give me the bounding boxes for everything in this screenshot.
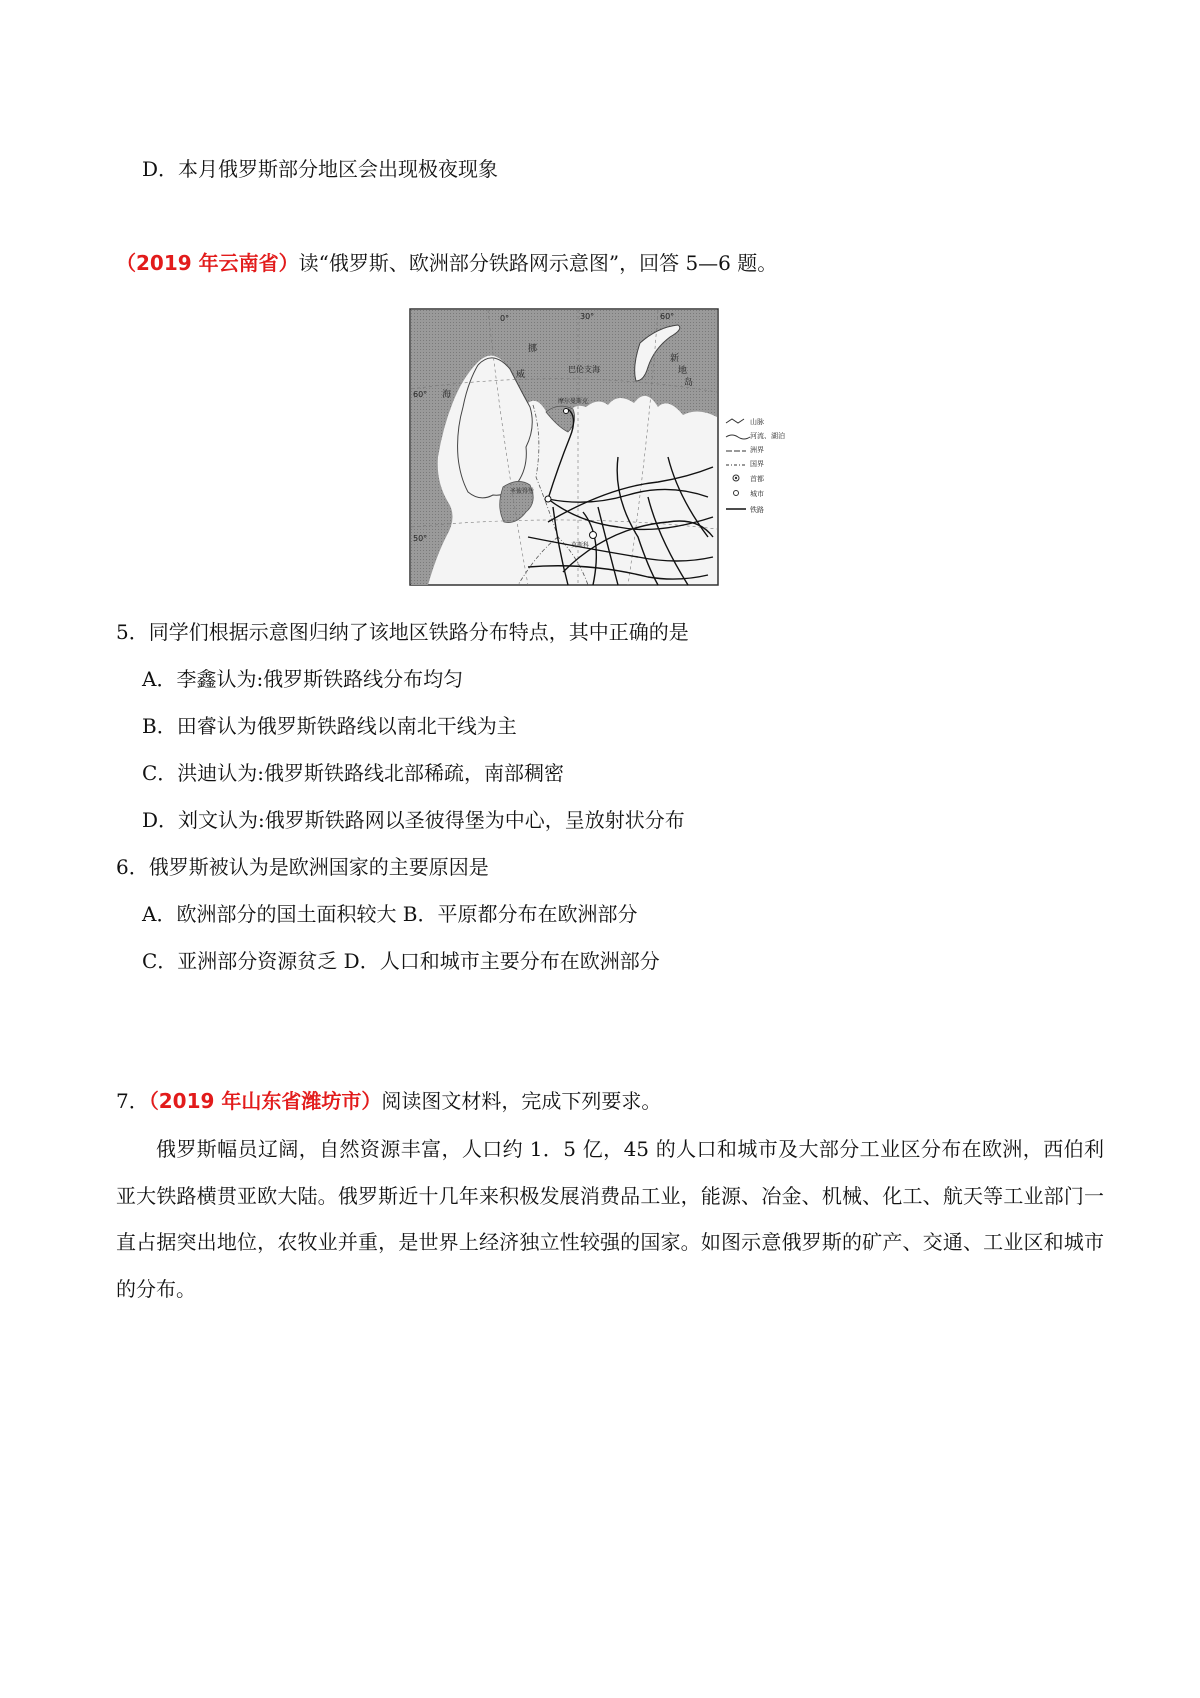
legend-mountain: 山脉 <box>750 418 764 426</box>
q6-stem: 6．俄罗斯被认为是欧洲国家的主要原因是 <box>116 855 489 879</box>
q56-header <box>116 250 777 276</box>
q5-option-c: C．洪迪认为:俄罗斯铁路线北部稀疏，南部稠密 <box>142 761 565 785</box>
label-di: 地 <box>678 366 688 376</box>
q7-number: 7． <box>116 1089 149 1113</box>
lon-label-60: 60° <box>660 312 675 321</box>
q5-option-a: A．李鑫认为:俄罗斯铁路线分布均匀 <box>142 667 464 691</box>
label-moscow: 莫斯科 <box>571 542 590 549</box>
map-legend <box>720 407 836 532</box>
q56-instruction: 读“俄罗斯、欧洲部分铁路网示意图”，回答 5—6 题。 <box>298 251 778 275</box>
q6-options-row-2: C．亚洲部分资源贫乏 D．人口和城市主要分布在欧洲部分 <box>142 949 660 973</box>
label-wei: 威 <box>516 370 526 380</box>
legend-city: 城市 <box>750 490 764 498</box>
label-dao: 岛 <box>684 378 694 388</box>
q7-header <box>116 1088 661 1114</box>
q4-option-d: D．本月俄罗斯部分地区会出现极夜现象 <box>142 157 499 181</box>
legend-river: 河流、湖泊 <box>750 432 785 440</box>
q6-options-row-1: A．欧洲部分的国土面积较大 B．平原都分布在欧洲部分 <box>142 902 638 926</box>
lat-label-60: 60° <box>413 390 428 399</box>
q5-option-d: D．刘文认为:俄罗斯铁路网以圣彼得堡为中心，呈放射状分布 <box>142 808 685 832</box>
label-hai: 海 <box>442 390 452 400</box>
label-barents-sea: 巴伦支海 <box>568 365 600 374</box>
label-nuo: 挪 <box>528 344 538 354</box>
russia-europe-railway-map <box>408 307 838 589</box>
q7-paragraph: 俄罗斯幅员辽阔，自然资源丰富，人口约 1．5 亿，45 的人口和城市及大部分工业区分布在欧洲，西伯利亚大铁路横贯亚欧大陆。俄罗斯近十几年来积极发展消费品工业，能源、冶金、机械、化工、航天等工业部门一直占据突出地位，农牧业并重，是世界上经济独立性较强的国家。如图示意俄罗斯的矿产、交通、工业区和城市的分布。 <box>116 1137 1104 1302</box>
q7-instruction: 阅读图文材料，完成下列要求。 <box>381 1089 662 1113</box>
legend-continent-border: 洲界 <box>750 446 764 454</box>
lat-label-50: 50° <box>413 534 428 543</box>
lon-label-0: 0° <box>500 314 510 323</box>
q5-option-b: B．田睿认为俄罗斯铁路线以南北干线为主 <box>142 714 517 738</box>
legend-railway: 铁路 <box>750 506 764 514</box>
label-st-petersburg: 圣彼得堡 <box>510 488 535 495</box>
q7-source: （2019 年山东省潍坊市） <box>148 1089 382 1113</box>
legend-national-border: 国界 <box>750 460 764 468</box>
label-murmansk: 摩尔曼斯克 <box>558 398 589 405</box>
q5-stem: 5．同学们根据示意图归纳了该地区铁路分布特点，其中正确的是 <box>116 620 689 644</box>
q56-source: （2019 年云南省） <box>116 251 299 275</box>
lon-label-30: 30° <box>580 312 595 321</box>
legend-capital: 首都 <box>750 475 764 483</box>
label-xin: 新 <box>670 354 680 364</box>
